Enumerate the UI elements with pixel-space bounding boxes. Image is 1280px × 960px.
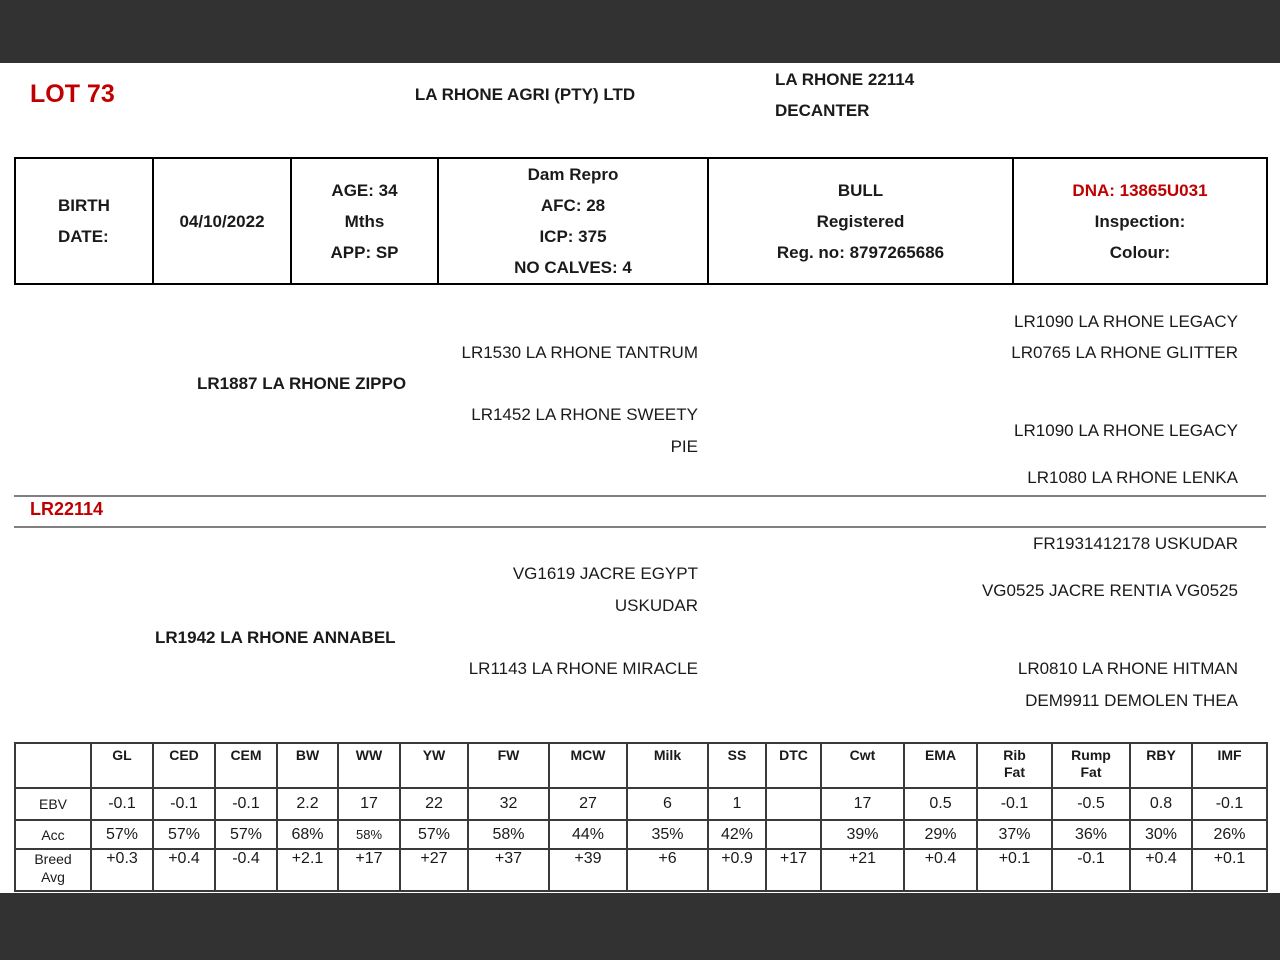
age-unit-line: Mths — [344, 211, 385, 231]
ebv-cell: +2.1 — [277, 849, 338, 891]
pedigree-dam-dam-dam: DEM9911 DEMOLEN THEA — [1025, 691, 1238, 710]
ebv-row — [15, 788, 1267, 820]
ebv-col-header: FW — [468, 743, 549, 788]
pedigree-dam-sire-sire: FR1931412178 USKUDAR — [1032, 534, 1238, 553]
bull-line: BULL — [837, 180, 884, 200]
ebv-cell: +37 — [468, 849, 549, 891]
ebv-cell: +0.3 — [91, 849, 153, 891]
top-black-bar — [0, 0, 1280, 63]
ebv-cell: +0.4 — [153, 849, 215, 891]
pedigree-dam-sire-line2: USKUDAR — [614, 596, 698, 615]
ebv-cell — [766, 820, 821, 849]
ebv-col-header: BW — [277, 743, 338, 788]
pedigree-sire: LR1887 LA RHONE ZIPPO — [197, 374, 407, 393]
breed-avg-row-label: Breed Avg — [15, 849, 91, 891]
reg-number-line: Reg. no: 8797265686 — [776, 242, 945, 262]
colour-line: Colour: — [1109, 242, 1171, 262]
app-line: APP: SP — [330, 242, 399, 262]
ebv-col-header: Milk — [627, 743, 708, 788]
ebv-cell: 32 — [468, 788, 549, 820]
ebv-cell: +17 — [766, 849, 821, 891]
ebv-cell: +0.4 — [1130, 849, 1192, 891]
dam-repro-title: Dam Repro — [527, 165, 619, 184]
ebv-cell: +0.4 — [904, 849, 977, 891]
ebv-cell: 57% — [153, 820, 215, 849]
ebv-col-header: YW — [400, 743, 468, 788]
ebv-cell: 27 — [549, 788, 627, 820]
ebv-cell: 35% — [627, 820, 708, 849]
ebv-cell: 22 — [400, 788, 468, 820]
ebv-cell: -0.4 — [215, 849, 277, 891]
ebv-col-header: IMF — [1192, 743, 1267, 788]
ebv-cell: 36% — [1052, 820, 1130, 849]
acc-row — [15, 820, 1267, 849]
ebv-col-header: GL — [91, 743, 153, 788]
age-cell — [291, 158, 438, 284]
ebv-col-header: MCW — [549, 743, 627, 788]
ebv-table — [14, 742, 1268, 892]
ebv-cell: 2.2 — [277, 788, 338, 820]
ebv-cell: -0.5 — [1052, 788, 1130, 820]
ebv-cell: 17 — [821, 788, 904, 820]
dna-line: DNA: 13865U031 — [1072, 180, 1208, 200]
birth-label-line2: DATE: — [58, 227, 109, 246]
ebv-cell: +17 — [338, 849, 400, 891]
bottom-black-bar — [0, 893, 1280, 960]
ebv-cell: 26% — [1192, 820, 1267, 849]
pedigree-sire-dam-sire: LR1090 LA RHONE LEGACY — [1014, 421, 1238, 440]
birth-date-label-cell — [15, 158, 153, 284]
subject-id: LR22114 — [30, 499, 104, 519]
divider-bottom — [14, 526, 1266, 528]
registration-cell — [708, 158, 1013, 284]
ebv-cell: -0.1 — [215, 788, 277, 820]
animal-heading — [775, 64, 914, 126]
ebv-col-header: RBY — [1130, 743, 1192, 788]
pedigree-sire-sire-dam: LR0765 LA RHONE GLITTER — [1011, 343, 1238, 362]
pedigree-dam-sire-line1: VG1619 JACRE EGYPT — [512, 564, 698, 583]
ebv-cell: 58% — [338, 820, 400, 849]
ebv-cell: -0.1 — [1052, 849, 1130, 891]
pedigree-sire-dam-line1: LR1452 LA RHONE SWEETY — [471, 405, 698, 424]
pedigree-sire-sire-sire: LR1090 LA RHONE LEGACY — [1014, 312, 1238, 331]
ebv-cell: 6 — [627, 788, 708, 820]
ebv-cell: 57% — [215, 820, 277, 849]
ebv-cell: 30% — [1130, 820, 1192, 849]
dna-cell — [1013, 158, 1267, 284]
animal-id: LA RHONE 22114 — [775, 70, 915, 89]
ebv-cell: -0.1 — [153, 788, 215, 820]
pedigree-dam: LR1942 LA RHONE ANNABEL — [155, 628, 396, 647]
ebv-col-header: SS — [708, 743, 766, 788]
animal-name: DECANTER — [775, 101, 870, 120]
ebv-cell: 44% — [549, 820, 627, 849]
info-table — [14, 157, 1268, 285]
company-title: LA RHONE AGRI (PTY) LTD — [414, 85, 636, 104]
ebv-header-row — [15, 743, 1267, 788]
icp-line: ICP: 375 — [539, 227, 607, 246]
birth-label-line1: BIRTH — [58, 196, 110, 215]
ebv-header-blank — [15, 743, 91, 788]
ebv-col-header: Rib Fat — [977, 743, 1052, 788]
ebv-row-label: EBV — [15, 788, 91, 820]
ebv-cell: 57% — [91, 820, 153, 849]
ebv-cell: 0.5 — [904, 788, 977, 820]
ebv-col-header: CED — [153, 743, 215, 788]
ebv-cell: -0.1 — [91, 788, 153, 820]
ebv-cell: 0.8 — [1130, 788, 1192, 820]
ebv-cell: +27 — [400, 849, 468, 891]
ebv-col-header: CEM — [215, 743, 277, 788]
ebv-cell: 1 — [708, 788, 766, 820]
lot-number: LOT 73 — [30, 80, 115, 108]
pedigree-dam-dam: LR1143 LA RHONE MIRACLE — [468, 659, 698, 678]
ebv-cell: +0.1 — [1192, 849, 1267, 891]
ebv-cell: -0.1 — [1192, 788, 1267, 820]
dam-repro-cell — [438, 158, 708, 284]
ebv-cell: +0.9 — [708, 849, 766, 891]
pedigree-sire-dam-dam: LR1080 LA RHONE LENKA — [1027, 468, 1238, 487]
ebv-cell: 29% — [904, 820, 977, 849]
registered-line: Registered — [816, 211, 905, 231]
ebv-cell: 17 — [338, 788, 400, 820]
acc-row-label: Acc — [15, 820, 91, 849]
birth-date-cell: 04/10/2022 — [153, 158, 291, 284]
ebv-col-header: WW — [338, 743, 400, 788]
afc-line: AFC: 28 — [540, 196, 606, 215]
inspection-line: Inspection: — [1094, 211, 1186, 231]
ebv-cell: 57% — [400, 820, 468, 849]
ebv-col-header: DTC — [766, 743, 821, 788]
ebv-col-header: Cwt — [821, 743, 904, 788]
ebv-cell: 37% — [977, 820, 1052, 849]
ebv-col-header: EMA — [904, 743, 977, 788]
pedigree-sire-sire: LR1530 LA RHONE TANTRUM — [461, 343, 698, 362]
ebv-cell — [766, 788, 821, 820]
ebv-cell: 68% — [277, 820, 338, 849]
ebv-cell: -0.1 — [977, 788, 1052, 820]
pedigree-dam-sire-dam: VG0525 JACRE RENTIA VG0525 — [981, 581, 1238, 600]
ebv-cell: 42% — [708, 820, 766, 849]
breed-avg-row — [15, 849, 1267, 891]
no-calves-line: NO CALVES: 4 — [514, 258, 632, 277]
ebv-cell: +0.1 — [977, 849, 1052, 891]
ebv-cell: +21 — [821, 849, 904, 891]
divider-top — [14, 495, 1266, 497]
pedigree-dam-dam-sire: LR0810 LA RHONE HITMAN — [1017, 659, 1238, 678]
pedigree-sire-dam-line2: PIE — [670, 437, 698, 456]
ebv-col-header: Rump Fat — [1052, 743, 1130, 788]
ebv-cell: +6 — [627, 849, 708, 891]
ebv-cell: 58% — [468, 820, 549, 849]
ebv-cell: +39 — [549, 849, 627, 891]
ebv-cell: 39% — [821, 820, 904, 849]
age-line: AGE: 34 — [331, 180, 398, 200]
